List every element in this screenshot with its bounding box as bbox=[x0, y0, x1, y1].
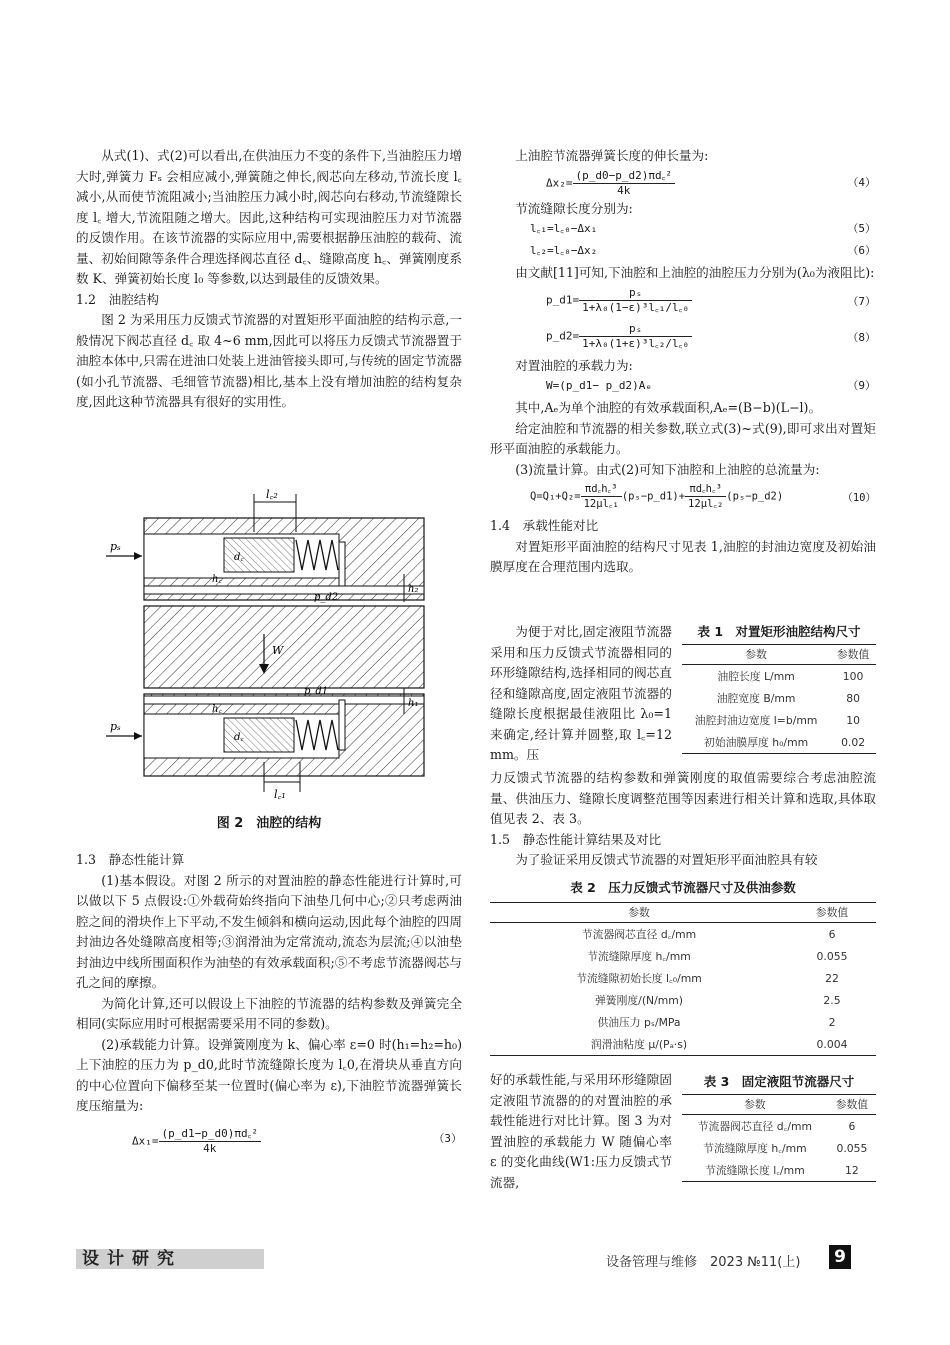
section-1-3-heading: 1.3 静态性能计算 bbox=[76, 852, 185, 867]
paragraph-area: 其中,Aₑ为单个油腔的有效承载面积,Aₑ=(B−b)(L−l)。 bbox=[515, 400, 822, 415]
upper-recess bbox=[144, 586, 424, 594]
w-label: W bbox=[272, 644, 284, 657]
paragraph-feedback: 从式(1)、式(2)可以看出,在供油压力不变的条件下,当油腔压力增大时,弹簧力 Fₛ 会相应减小,弹簧随之伸长,阀芯向左移动,节流长度 l꜀ 减小,从而使节流阻减小;当油腔压力减小时,阀芯向右移动,节流缝隙长度 l꜀ 增大,节流阻随之增大。因此,这种结构可实现油腔压力对节流器的反馈作用。在该节流器的实际应用中,需要根据静压油腔的载荷、流量、初始间隙等条件合理选择阀芯直径 d꜀、缝隙高度 h꜀、弹簧刚度系数 K、弹簧初始长度 l₀ 等参数,以达到最佳的反馈效果。 bbox=[76, 148, 462, 286]
hc-label-lower: h꜀ bbox=[212, 704, 222, 715]
table-2-header-value: 参数值 bbox=[788, 903, 876, 923]
paragraph-given: 给定油腔和节流器的相关参数,联立式(3)~式(9),即可求出对置矩形平面油腔的承载能力。 bbox=[490, 420, 876, 456]
equation-8: p_d2= $\frac{\text{pₛ}}{\text{1+λ₀(1+ε)³l꜀₂/l꜀₀}}$ （8） bbox=[546, 321, 876, 350]
table-row: 油腔封油边宽度 l=b/mm 10 bbox=[694, 713, 860, 727]
table-2-header-param: 参数 bbox=[490, 903, 788, 923]
figure-2-caption: 图 2 油腔的结构 bbox=[216, 816, 322, 831]
hc-label-upper: h꜀ bbox=[212, 574, 222, 585]
table-1 bbox=[682, 622, 876, 754]
h1-label: h₁ bbox=[408, 698, 419, 709]
table-row: 节流器阀芯直径 d꜀/mm 6 bbox=[581, 927, 836, 941]
table-row: 节流缝隙厚度 h꜀/mm 0.055 bbox=[587, 949, 848, 963]
table-3-header-value: 参数值 bbox=[828, 1095, 876, 1115]
section-1-2-heading: 1.2 油腔结构 bbox=[76, 291, 159, 307]
table-3-title: 表 3 固定液阻节流器尺寸 bbox=[703, 1074, 855, 1089]
section-banner: 设计研究 bbox=[76, 1249, 264, 1269]
paragraph-literature: 由文献[11]可知,下油腔和上油腔的油腔压力分别为(λ₀为液阻比): bbox=[515, 265, 875, 280]
paragraph-simplify: 为简化计算,还可以假设上下油腔的节流器的结构参数及弹簧完全相同(实际应用时可根据需要采用不同的参数)。 bbox=[76, 995, 462, 1031]
figure-2-oil-chamber-diagram bbox=[104, 482, 434, 802]
section-1-5-heading: 1.5 静态性能计算结果及对比 bbox=[490, 831, 662, 847]
table-row: 初始油膜厚度 h₀/mm 0.02 bbox=[682, 731, 876, 754]
right-column-mid bbox=[490, 768, 876, 871]
table-row: 油腔宽度 B/mm 80 bbox=[716, 691, 860, 705]
equation-4: Δx₂= $\frac{\text{(p\_d0−p\_d2)πd꜀²}}{4k}$ （4） bbox=[546, 168, 876, 197]
equation-10: Q=Q₁+Q₂= $\frac{\text{πd꜀h꜀³}}{\text{12μl꜀₁}}$ (pₛ−p_d1)+ $\frac{\text{πd꜀h꜀³}}{\text{12μl꜀₂}}$ (pₛ−p_d2) （10） bbox=[530, 483, 876, 510]
inlet-arrow-upper-icon bbox=[134, 552, 142, 560]
table-row: 节流缝隙厚度 h꜀/mm 0.055 bbox=[703, 1141, 868, 1155]
left-column-lower bbox=[76, 850, 462, 1153]
inlet-arrow-lower-icon bbox=[134, 732, 142, 740]
paragraph-flow: (3)流量计算。由式(2)可知下油腔和上油腔的总流量为: bbox=[515, 461, 820, 477]
equation-9: W=(p_d1− p_d2)Aₑ （9） bbox=[546, 379, 876, 392]
dc-label-lower: d꜀ bbox=[234, 732, 244, 743]
lc2-label: l꜀₂ bbox=[266, 488, 278, 501]
table-1-header-value: 参数值 bbox=[830, 645, 876, 665]
lc1-label: l꜀₁ bbox=[274, 788, 286, 801]
table-row: 节流缝隙初始长度 l꜀₀/mm 22 bbox=[576, 971, 839, 985]
table-row: 节流器阀芯直径 d꜀/mm 6 bbox=[697, 1119, 856, 1133]
paragraph-verify: 为了验证采用反馈式节流器的对置矩形平面油腔具有较 bbox=[515, 852, 818, 867]
table-row: 弹簧刚度/(N/mm) 2.5 bbox=[595, 993, 841, 1007]
table-3-header-param: 参数 bbox=[682, 1095, 828, 1115]
ps-label-lower: pₛ bbox=[110, 720, 121, 733]
paragraph-load-intro: 对置油腔的承载力为: bbox=[515, 357, 633, 373]
table-row: 润滑油粘度 μ/(Pₐ·s) 0.004 bbox=[490, 1033, 876, 1056]
table-1-title: 表 1 对置矩形油腔结构尺寸 bbox=[697, 624, 861, 639]
table-3 bbox=[682, 1072, 876, 1182]
page-number: 9 bbox=[829, 1245, 851, 1269]
paragraph-oil-chamber: 图 2 为采用压力反馈式节流器的对置矩形平面油腔的结构示意,一般情况下阀芯直径 d꜀ 取 4~6 mm,因此可以将压力反馈式节流器置于油腔本体中,只需在进油口处装上进油管接头即可,与传统的固定节流器(如小孔节流器、毛细管节流器)相比,基本上没有增加油腔的结构复杂度,因此这种节流器具有很好的实用性。 bbox=[76, 312, 462, 409]
final-paragraph: 好的承载性能,与采用环形缝隙固定液阻节流器的的对置油腔的承载性能进行对比计算。图 3 为对置油腔的承载能力 W 随偏心率 ε 的变化曲线(W1:压力反馈式节流器, bbox=[490, 1072, 672, 1190]
paragraph-assumptions: (1)基本假设。对图 2 所示的对置油腔的静态性能进行计算时,可以做以下 5 点假设:①外载荷始终指向下油垫几何中心;②只考虑两油腔之间的滑块作上下平动,不发生倾斜和横向运动,因此每个油腔的四周封油边各处缝隙高度相等;③润滑油为定常流动,流态为层流;④以油垫封油边中线所围面积作为油垫的有效承载面积;⑤不考虑节流器阀芯与孔之间的摩擦。 bbox=[76, 872, 462, 990]
h2-label: h₂ bbox=[408, 584, 419, 595]
table-row: 油腔长度 L/mm 100 bbox=[717, 669, 864, 683]
right-column bbox=[490, 146, 876, 578]
section-1-4-heading: 1.4 承载性能对比 bbox=[490, 518, 599, 533]
equation-3: Δx₁= $\frac{\text{(p\_d1−p\_d0)πd꜀²}}{4k}$ （3） bbox=[132, 1126, 462, 1155]
equation-7: p_d1= $\frac{\text{pₛ}}{\text{1+λ₀(1−ε)³l꜀₁/l꜀₀}}$ （7） bbox=[546, 285, 876, 314]
slider-block bbox=[144, 606, 424, 688]
journal-info: 设备管理与维修 2023 №11(上) bbox=[606, 1255, 801, 1270]
table-row: 节流缝隙长度 l꜀/mm 12 bbox=[682, 1159, 876, 1182]
pd2-label: p_d2 bbox=[314, 592, 339, 603]
paragraph-spring-extension: 上油腔节流器弹簧长度的伸长量为: bbox=[515, 148, 709, 163]
paragraph-load-capacity: (2)承载能力计算。设弹簧刚度为 k、偏心率 ε=0 时(h₁=h₂=h₀)上下油腔的压力为 p_d0,此时节流缝隙长度为 l꜀0,在滑块从垂直方向的中心位置向下偏移至某一位置时(偏心率为 ε),下油腔节流器弹簧长度压缩量为: bbox=[76, 1036, 462, 1113]
equation-5: l꜀₁=l꜀₀−Δx₁ （5） bbox=[530, 222, 876, 235]
comparison-paragraph: 为便于对比,固定液阻节流器采用和压力反馈式节流器相同的环形缝隙结构,选择相同的阀芯直径和缝隙高度,固定液阻节流器的缝隙长度根据最佳液阻比 λ₀=1 来确定,经计算并圆整,取 l꜀=12 mm。压 bbox=[490, 624, 672, 762]
left-column bbox=[76, 146, 462, 413]
table-1-header-param: 参数 bbox=[682, 645, 830, 665]
table-row: 供油压力 pₛ/MPa 2 bbox=[597, 1015, 836, 1029]
pd1-label: p_d1 bbox=[304, 686, 329, 697]
table-2-title: 表 2 压力反馈式节流器尺寸及供油参数 bbox=[570, 880, 796, 895]
equation-6: l꜀₂=l꜀₀−Δx₂ （6） bbox=[530, 244, 876, 257]
table-2 bbox=[490, 878, 876, 1056]
paragraph-structure-size: 对置矩形平面油腔的结构尺寸见表 1,油腔的封油边宽度及初始油膜厚度在合理范围内选取。 bbox=[490, 538, 876, 574]
ps-label-upper: pₛ bbox=[110, 540, 121, 553]
paragraph-gap-length: 节流缝隙长度分别为: bbox=[515, 200, 633, 216]
paragraph-comparison-cont: 力反馈式节流器的结构参数和弹簧刚度的取值需要综合考虑油腔流量、供油压力、缝隙长度调整范围等因素进行相关计算和选取,具体取值见表 2、表 3。 bbox=[490, 770, 876, 826]
dc-label-upper: d꜀ bbox=[234, 552, 244, 563]
